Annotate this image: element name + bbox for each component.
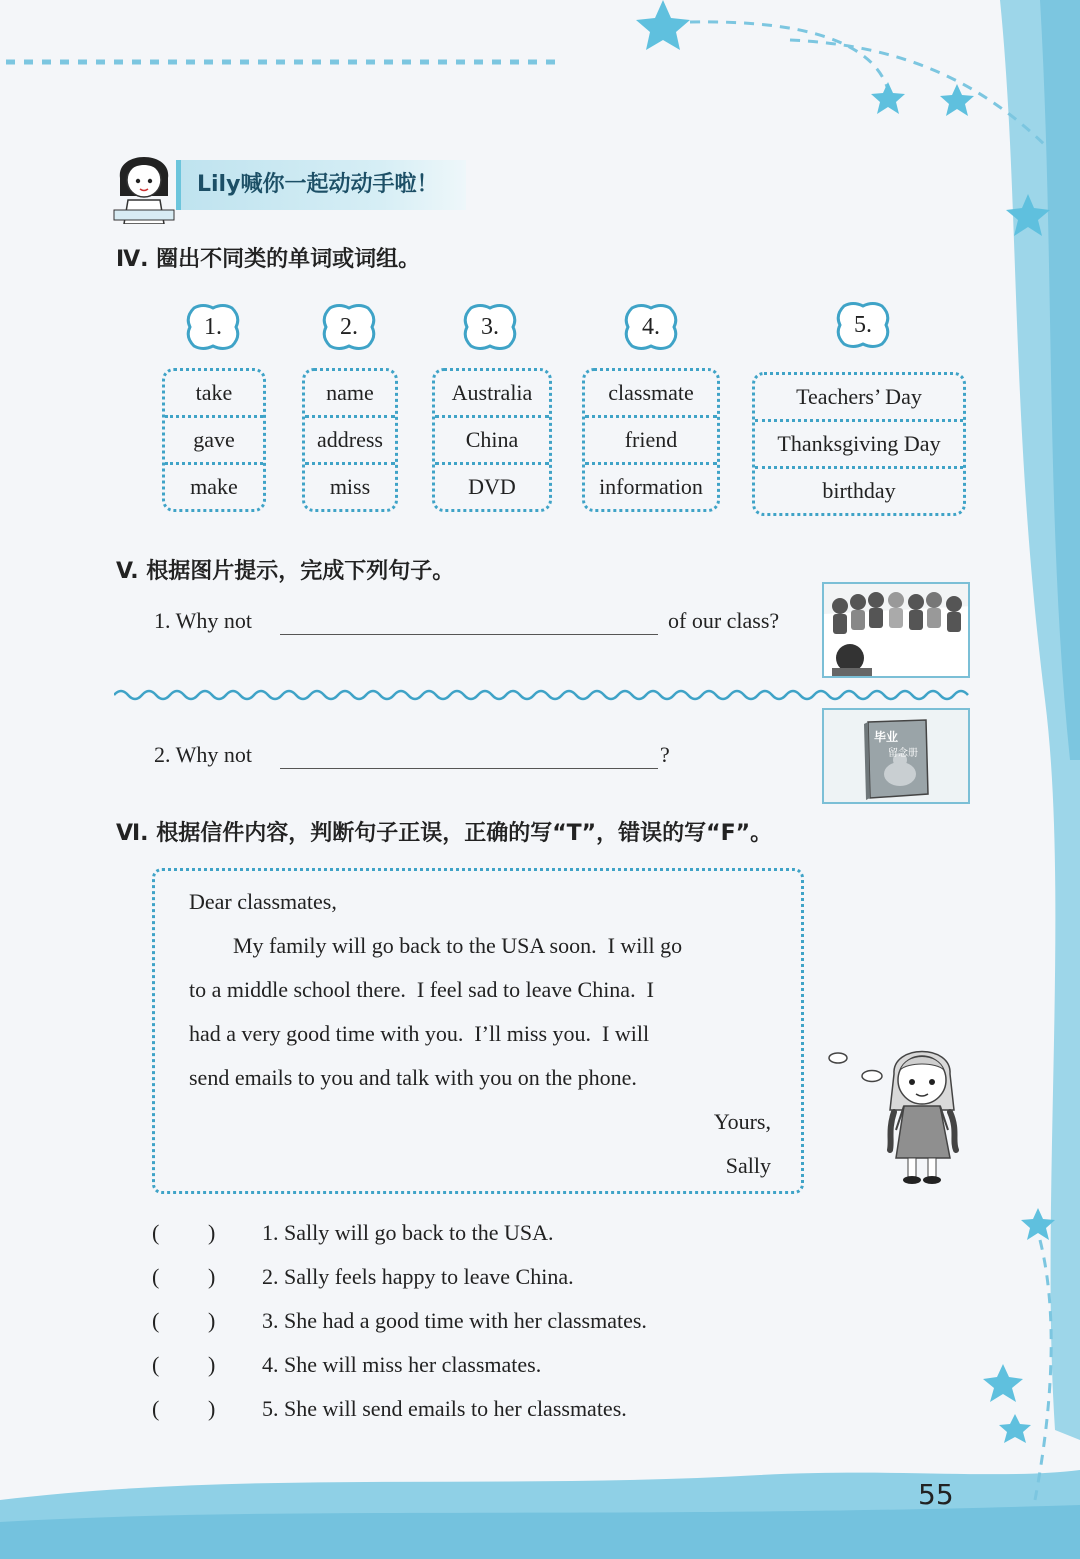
item-number-badge: 4. [622,302,680,352]
question-2-prefix: 2. Why not [154,742,252,767]
wavy-divider [114,686,970,704]
letter-box [152,868,804,1194]
tf-statement: 4. She will miss her classmates. [262,1352,542,1377]
word-option[interactable]: classmate [608,380,694,405]
answer-blank-2[interactable] [280,768,658,769]
letter-closing: Yours, [713,1109,771,1134]
letter-line: send emails to you and talk with you on the phone. [189,1065,637,1090]
word-option[interactable]: address [305,415,395,462]
activity-banner: Lily喊你一起动动手啦！ [176,160,466,210]
word-option[interactable]: Australia [451,380,533,405]
lily-cartoon [106,140,182,224]
answer-paren-open[interactable]: ( [152,1352,160,1377]
answer-paren-close: ) [208,1396,216,1421]
question-2-suffix: ? [660,742,670,767]
section-vi-title: Ⅵ. 根据信件内容，判断句子正误，正确的写“T”，错误的写“F”。 [116,821,773,846]
item-number-badge: 2. [320,302,378,352]
answer-paren-open[interactable]: ( [152,1220,160,1245]
tf-statement: 1. Sally will go back to the USA. [262,1220,554,1245]
item-number-badge: 5. [834,300,892,350]
word-option[interactable]: Teachers’ Day [796,384,922,409]
word-option[interactable]: birthday [755,466,963,513]
word-option[interactable]: miss [305,462,395,509]
word-option[interactable]: gave [165,415,263,462]
tf-statement: 5. She will send emails to her classmates. [262,1396,627,1421]
letter-greeting: Dear classmates, [189,889,337,914]
letter-line: to a middle school there. I feel sad to leave China. I [189,977,654,1002]
letter-line: My family will go back to the USA soon. I will go [233,933,683,958]
tf-statement-row [152,1220,553,1246]
answer-paren-open[interactable]: ( [152,1308,160,1333]
class-group-picture [822,582,970,678]
letter-signature: Sally [725,1153,771,1178]
section-iv-title: Ⅳ. 圈出不同类的单词或词组。 [116,247,421,272]
item-number-badge: 1. [184,302,242,352]
tf-statement: 3. She had a good time with her classmates. [262,1308,647,1333]
word-group-box [432,368,552,512]
word-option[interactable]: Thanksgiving Day [755,419,963,466]
word-option[interactable]: DVD [435,462,549,509]
answer-paren-close: ) [208,1264,216,1289]
word-option[interactable]: name [326,380,374,405]
answer-paren-close: ) [208,1220,216,1245]
tf-statement-row [152,1264,574,1290]
tf-statement-row [152,1352,541,1378]
book-cover-title: 毕业 [874,730,899,744]
letter-line: had a very good time with you. I’ll miss you. I will [189,1021,650,1046]
question-1-suffix: of our class? [668,608,780,633]
word-option[interactable]: information [585,462,717,509]
memory-book-picture [822,708,970,804]
answer-paren-close: ) [208,1352,216,1377]
tf-statement-row [152,1308,647,1334]
item-number-badge: 3. [461,302,519,352]
answer-paren-close: ) [208,1308,216,1333]
word-group-box [752,372,966,516]
word-option[interactable]: take [195,380,233,405]
tf-statement: 2. Sally feels happy to leave China. [262,1264,574,1289]
word-option[interactable]: make [165,462,263,509]
word-group-box [162,368,266,512]
section-v-title: V. 根据图片提示，完成下列句子。 [116,559,455,584]
word-option[interactable]: China [435,415,549,462]
tf-statement-row [152,1396,627,1422]
word-group-box [582,368,720,512]
sally-cartoon [826,1040,976,1190]
answer-blank-1[interactable] [280,634,658,635]
word-option[interactable]: friend [585,415,717,462]
answer-paren-open[interactable]: ( [152,1264,160,1289]
answer-paren-open[interactable]: ( [152,1396,160,1421]
question-1-prefix: 1. Why not [154,608,252,633]
word-group-box [302,368,398,512]
page-number: 55 [918,1478,954,1511]
book-cover-subtitle: 留念册 [888,748,918,759]
